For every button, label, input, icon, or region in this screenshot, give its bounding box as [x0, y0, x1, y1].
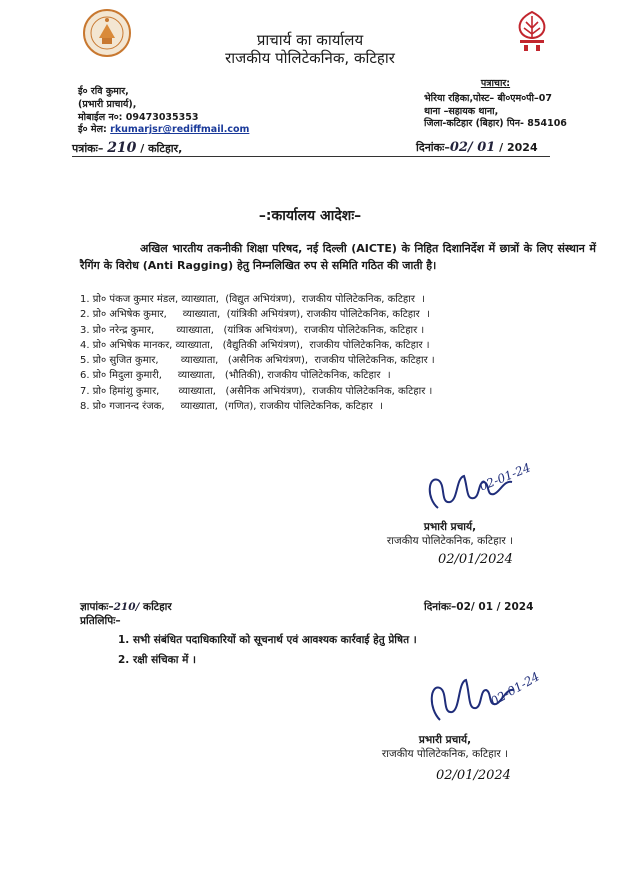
signature-block-2	[350, 733, 540, 761]
reference-line	[72, 140, 550, 156]
address-block	[424, 78, 567, 131]
mobile-line: मोबाईल न०: 09473035353	[78, 111, 199, 123]
principal-designation: (प्रभारी प्राचार्य),	[78, 98, 137, 110]
principal-name: ई० रवि कुमार,	[78, 86, 129, 97]
list-item: 2. रक्षी संचिका में ।	[118, 654, 196, 666]
office-title: प्राचार्य का कार्यालय	[256, 31, 364, 49]
list-item: 1. प्रो० पंकज कुमार मंडल, व्याख्याता, (विद्युत अभियंत्रण), राजकीय पोलिटेकनिक, कटिहार ।	[80, 294, 426, 305]
mobile-number: 09473035353	[125, 111, 199, 123]
email-link[interactable]: rkumarjsr@rediffmail.com	[110, 124, 250, 136]
address-line-2: थाना –सहायक थाना,	[424, 105, 499, 117]
ref-label: पत्रांकः–	[72, 142, 104, 155]
address-line-1: भेरिया रहिका,पोस्ट– बी०एम०पी–07	[424, 92, 552, 104]
contact-block	[78, 86, 249, 137]
memo-number: 210/	[113, 601, 140, 613]
email-line: ई० मेल: rkumarjsr@rediffmail.com	[78, 124, 250, 136]
memo-block	[80, 600, 172, 628]
list-item: 4. प्रो० अभिषेक मानकर, व्याख्याता, (वैद्युतिकी अभियंत्रण), राजकीय पोलिटेकनिक, कटिहार ।	[80, 339, 430, 351]
signatory-institute: राजकीय पोलिटेकनिक, कटिहार ।	[386, 535, 514, 547]
order-paragraph: अखिल भारतीय तकनीकी शिक्षा परिषद, नई दिल्ली (AICTE) के निहित दिशानिर्देश में छात्रों के लिए संस्थान में रैगिंग के विरोध (Anti Ragging) हेतु निम्नलिखित रुप से समिति गठित की जाती है।	[80, 242, 596, 272]
signature-2-handwritten-date: 02/01/2024	[436, 768, 511, 783]
header-divider	[72, 156, 550, 157]
order-title: –:कार्यालय आदेशः–	[258, 208, 362, 224]
ref-date: दिनांकः–02/ 01 / 2024	[416, 140, 538, 155]
memo-ref: ज्ञापांकः–210/ कटिहार	[80, 601, 172, 613]
address-line-3: जिला-कटिहार (बिहार) पिन- 854106	[424, 118, 567, 130]
signature-1-handwritten-date: 02/01/2024	[438, 552, 513, 567]
list-item: 1. सभी संबंधित पदाधिकारियों को सूचनार्थ एवं आवश्यक कार्रवाई हेतु प्रेषित ।	[118, 634, 417, 646]
list-item: 5. प्रो० सुजित कुमार, व्याख्याता, (असैनिक अभियंत्रण), राजकीय पोलिटेकनिक, कटिहार ।	[80, 355, 435, 367]
signature-block-1	[360, 520, 540, 548]
memo-date: दिनांकः–02/ 01 / 2024	[424, 601, 534, 613]
ref-number: 210	[107, 140, 137, 156]
copy-list	[118, 630, 417, 670]
signatory-title: प्रभारी प्रचार्य,	[418, 734, 472, 746]
signature-2-date: 02-01-24	[488, 669, 542, 709]
pin-code: 854106	[527, 118, 567, 130]
list-item: 7. प्रो० हिमांशु कुमार, व्याख्याता, (असैनिक अभियंत्रण), राजकीय पोलिटेकनिक, कटिहार ।	[80, 385, 433, 397]
signatory-institute: राजकीय पोलिटेकनिक, कटिहार ।	[381, 748, 509, 760]
list-item: 8. प्रो० गजानन्द रंजक, व्याख्याता, (गणित), राजकीय पोलिटेकनिक, कटिहार ।	[80, 401, 383, 413]
institute-title: राजकीय पोलिटेकनिक, कटिहार	[225, 49, 395, 67]
address-heading: पत्राचार:	[480, 78, 511, 89]
signatory-title: प्रभारी प्रचार्य,	[423, 521, 477, 533]
ref-place: / कटिहार,	[140, 142, 183, 155]
signature-2-icon	[424, 660, 534, 732]
list-item: 6. प्रो० मिदुला कुमारी, व्याख्याता, (भौतिकी), राजकीय पोलिटेकनिक, कटिहार ।	[80, 370, 391, 382]
list-item: 3. प्रो० नरेन्द्र कुमार, व्याख्याता, (यांत्रिक अभियंत्रण), राजकीय पोलिटेकनिक, कटिहार ।	[80, 324, 425, 336]
list-item: 2. प्रो० अभिषेक कुमार, व्याख्याता, (यांत्रिकी अभियंत्रण), राजकीय पोलिटेकनिक, कटिहार ।	[80, 309, 430, 321]
signature-1-date: 02-01-24	[477, 460, 533, 494]
committee-member-list	[80, 292, 435, 414]
copy-label: प्रतिलिपिः–	[80, 615, 121, 627]
ref-date-handwritten: 02/ 01	[449, 140, 496, 155]
